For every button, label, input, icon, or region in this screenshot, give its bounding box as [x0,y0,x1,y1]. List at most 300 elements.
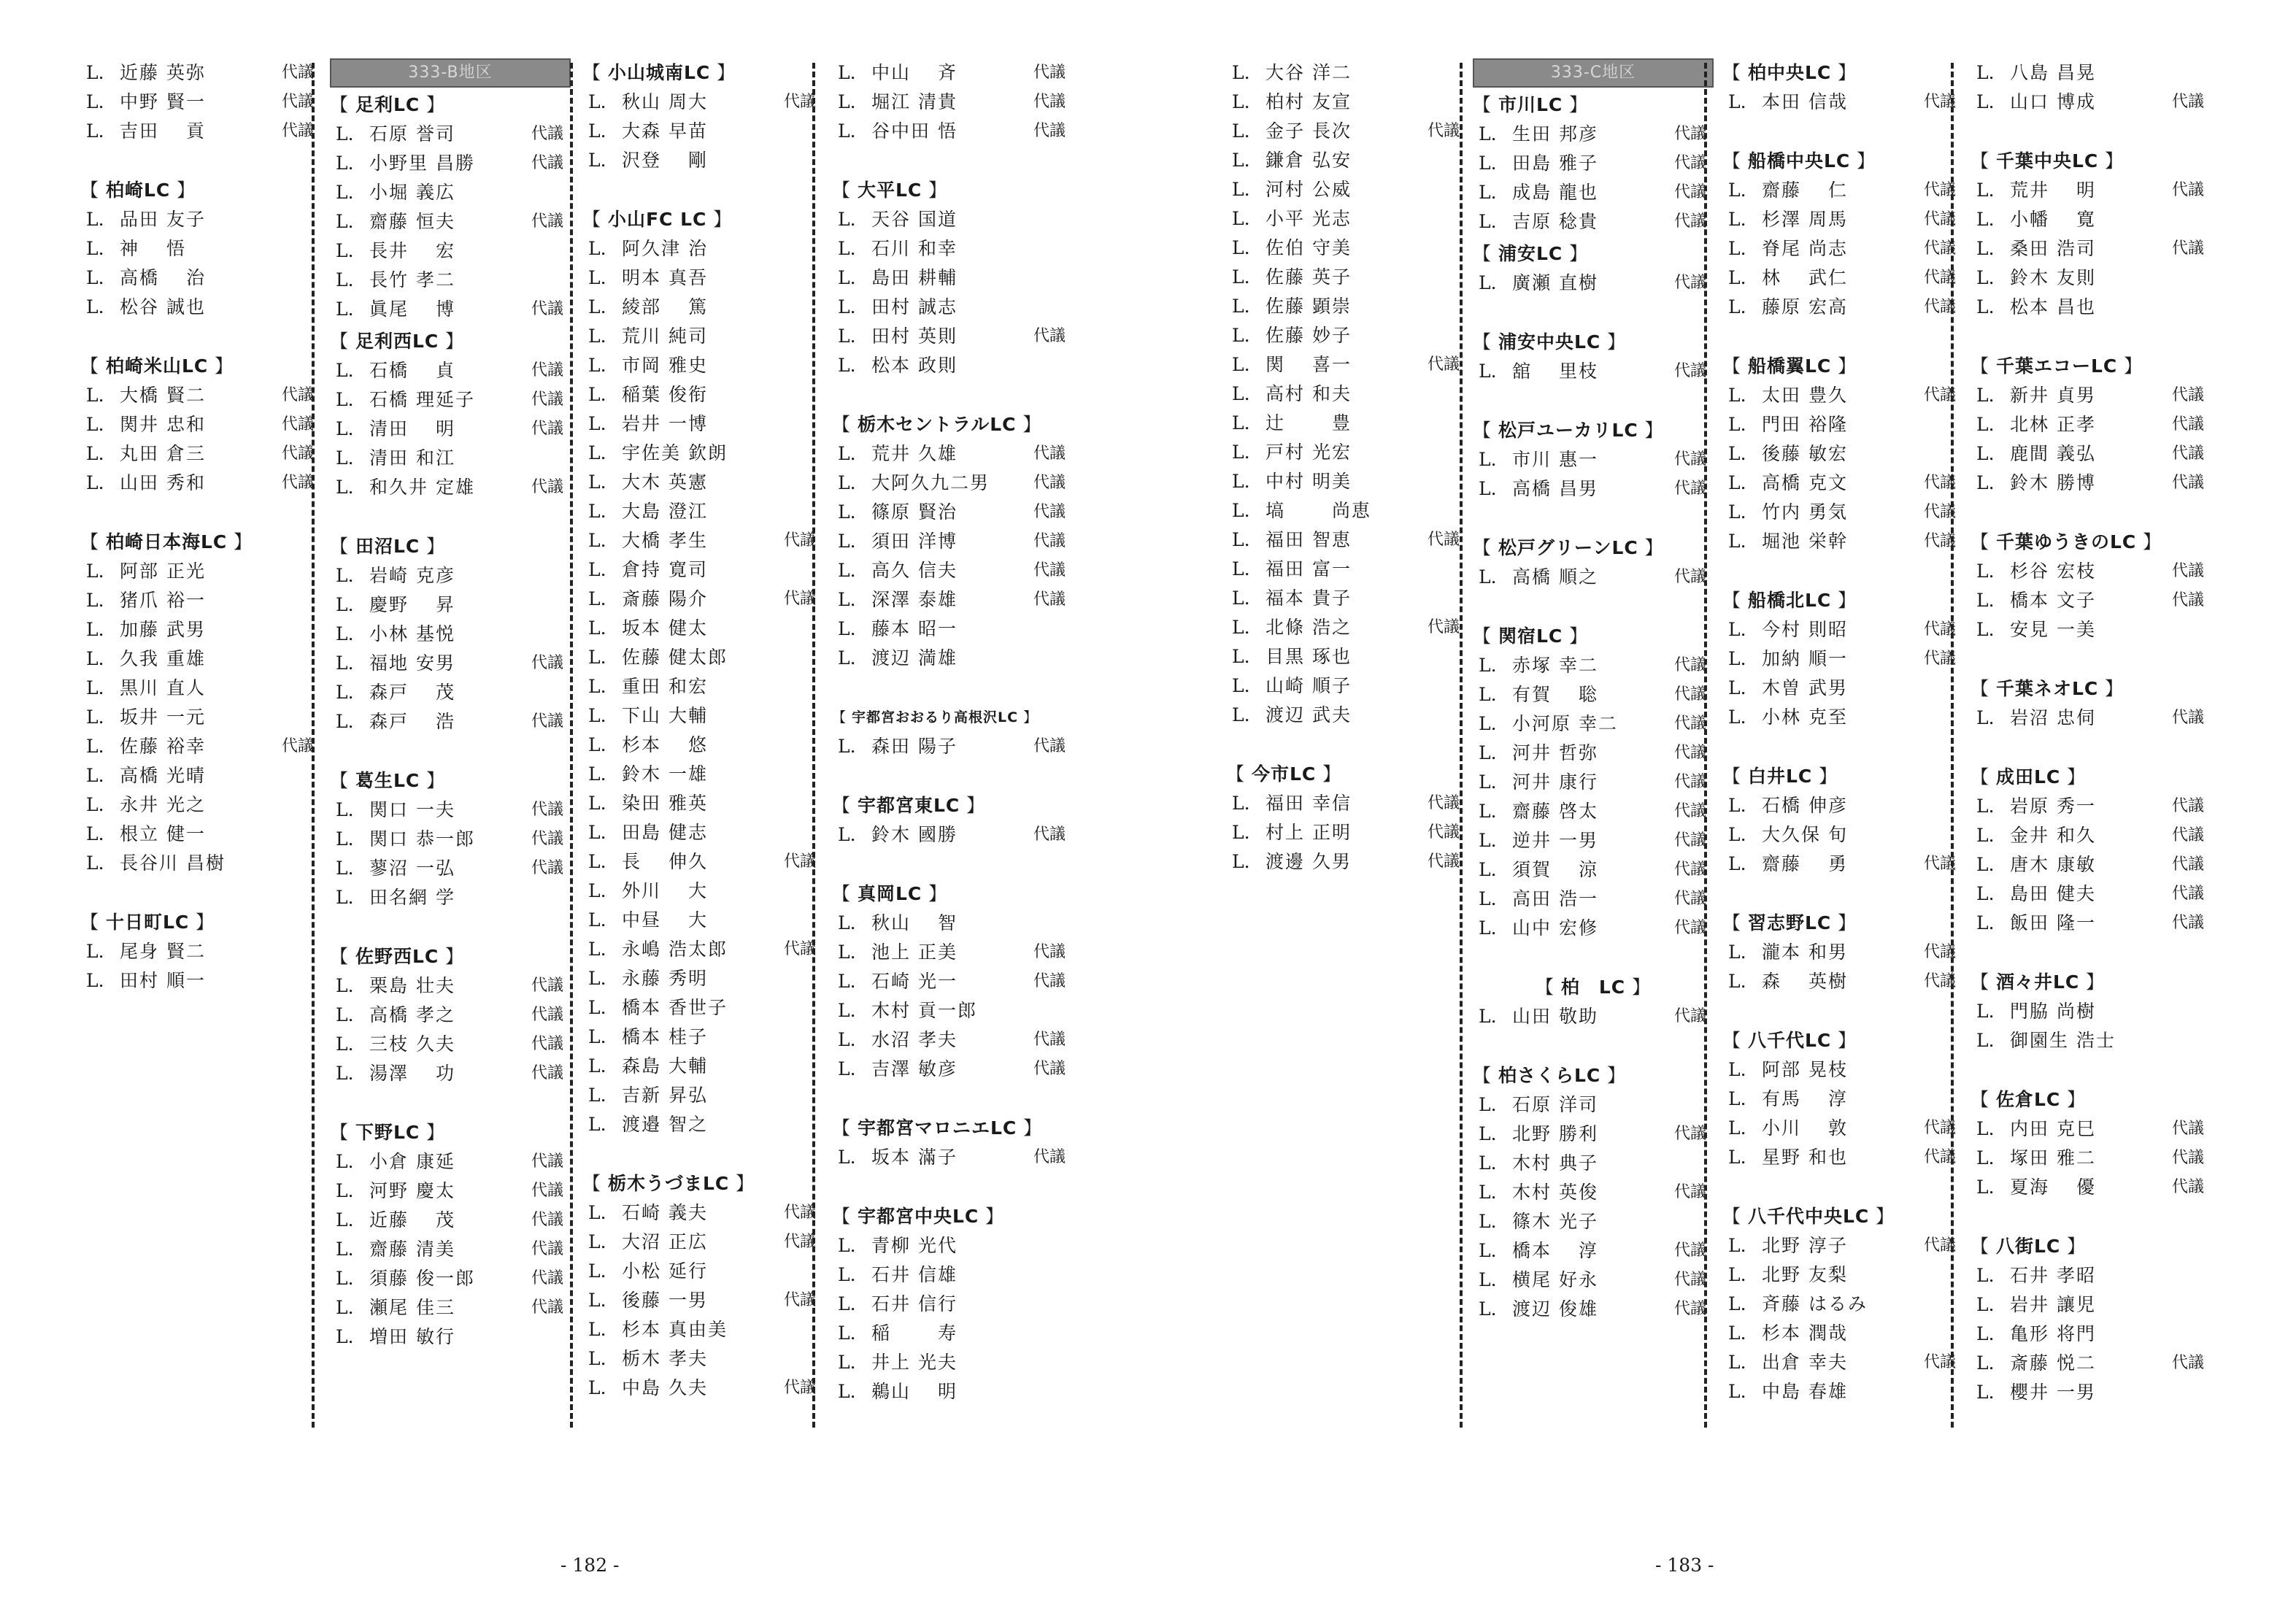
lion-prefix: L. [336,418,354,439]
lion-prefix: L. [86,238,104,259]
club-group [832,1202,1073,1406]
delegate-mark: 代議 [2171,1149,2204,1167]
member-name: 高橋 治 [120,267,206,288]
delegate-mark: 代議 [281,386,314,404]
lion-prefix: L. [588,1085,606,1106]
member-name: 田島 雅子 [1512,153,1598,174]
bracket-open: 【 [1473,243,1498,264]
member-row [80,790,321,820]
member-name: 外川 大 [622,880,708,901]
lion-prefix: L. [1479,771,1497,793]
delegate-mark: 代議 [1427,122,1460,140]
lion-prefix: L. [1976,1265,1995,1286]
member-name: 小川 敦 [1762,1117,1848,1139]
member-row [1971,1114,2211,1144]
member-row [582,439,823,468]
member-row [1722,615,1963,644]
bracket-close: 】 [189,912,215,933]
club-name: 真岡LC [857,883,922,904]
bracket-open: 【 [832,709,852,725]
club-name: 宇都宮おおるり高根沢LC [852,709,1019,725]
delegate-mark: 代議 [1923,532,1956,550]
bracket-open: 【 [832,883,858,904]
club-header [330,532,571,561]
member-row [1226,701,1467,730]
member-name: 高久 信夫 [871,560,958,581]
member-row [80,88,321,117]
member-name: 桑田 浩司 [2010,238,2096,259]
member-row [330,649,571,678]
club-header [330,327,571,356]
member-row [80,117,321,146]
member-name: 稲 寿 [871,1322,958,1344]
delegate-mark: 代議 [1673,1241,1706,1260]
bracket-open: 【 [832,414,858,435]
member-name: 森 英樹 [1762,971,1848,992]
bracket-close: 】 [1017,1117,1043,1139]
club-name: 浦安中央LC [1498,331,1601,353]
bracket-open: 【 [582,62,608,83]
member-name: 新井 貞男 [2010,385,2096,406]
lion-prefix: L. [588,617,606,639]
member-row [1971,234,2211,263]
member-name: 関井 忠和 [120,414,206,435]
member-name: 大橋 孝生 [622,530,708,551]
lion-prefix: L. [1728,795,1746,816]
club-header [1722,762,1963,791]
bracket-open: 【 [1226,763,1252,785]
member-row [832,909,1073,938]
member-row [80,439,321,469]
member-row [582,1198,823,1228]
column-divider [312,63,315,1428]
member-name: 石崎 光一 [871,971,958,992]
lion-prefix: L. [588,471,606,493]
member-row [582,497,823,526]
member-row [80,615,321,644]
lion-prefix: L. [588,1319,606,1340]
lion-prefix: L. [1728,472,1746,493]
lion-prefix: L. [336,858,354,879]
club-name: 柏中央LC [1747,62,1832,83]
member-row [1473,474,1714,504]
lion-prefix: L. [588,1026,606,1047]
club-name: 千葉ネオLC [1995,678,2099,699]
club-group [330,766,571,912]
delegate-mark: 代議 [1033,825,1066,844]
bracket-open: 【 [1722,912,1748,933]
club-name: 足利西LC [355,331,439,352]
bracket-close: 】 [1831,62,1857,83]
bracket-close: 】 [1563,625,1589,647]
member-row [330,1030,571,1059]
member-row [330,883,571,912]
club-group [1722,586,1963,732]
bracket-open: 【 [1722,766,1748,787]
bracket-close: 】 [2079,971,2106,993]
delegate-mark: 代議 [1673,1007,1706,1025]
club-group [80,352,321,498]
member-row [1722,439,1963,469]
member-name: 杉本 潤哉 [1762,1322,1848,1344]
lion-prefix: L. [1976,209,1995,230]
member-row [1473,680,1714,709]
club-name: 船橋中央LC [1747,150,1851,172]
delegate-mark: 代議 [2171,386,2204,404]
member-row [832,263,1073,293]
lion-prefix: L. [588,763,606,785]
club-group [582,58,823,175]
lion-prefix: L. [838,824,856,845]
member-name: 石橋 理延子 [369,389,475,410]
club-name: 小山城南LC [607,62,711,83]
lion-prefix: L. [1232,793,1250,814]
club-group [1722,58,1963,117]
member-row [1722,1260,1963,1290]
member-row [582,877,823,906]
member-row [1473,797,1714,826]
delegate-mark: 代議 [1033,943,1066,961]
member-row [1722,176,1963,205]
member-name: 中島 久夫 [622,1377,708,1398]
member-name: 岩井 讓児 [2010,1294,2096,1315]
lion-prefix: L. [86,414,104,435]
member-row [1226,818,1467,847]
delegate-mark: 代議 [281,63,314,82]
member-row [330,678,571,707]
lion-prefix: L. [1232,704,1250,725]
bracket-close: 】 [979,1206,1005,1227]
member-row [1971,1261,2211,1290]
club-header [832,410,1073,439]
club-group [1971,1232,2211,1407]
delegate-mark: 代議 [1673,125,1706,143]
member-row [1226,642,1467,671]
lion-prefix: L. [838,238,856,259]
lion-prefix: L. [838,942,856,963]
lion-prefix: L. [1728,648,1746,669]
bracket-open: 【 [1535,977,1561,998]
member-row [1473,1236,1714,1266]
club-name: 宇都宮中央LC [857,1206,979,1227]
member-name: 近藤 英弥 [120,62,206,83]
member-row [1971,381,2211,410]
member-row [1226,263,1467,292]
lion-prefix: L. [86,91,104,112]
delegate-mark: 代議 [1427,852,1460,871]
bracket-open: 【 [832,180,858,201]
lion-prefix: L. [1479,1298,1497,1320]
lion-prefix: L. [336,1151,354,1172]
member-name: 猪爪 裕一 [120,590,206,611]
member-row [832,498,1073,527]
member-row [1226,584,1467,613]
directory-column [832,58,1073,1436]
bracket-open: 【 [1971,678,1996,699]
member-name: 高村 和夫 [1266,383,1352,404]
delegate-mark: 代議 [1033,1148,1066,1166]
member-name: 佐藤 妙子 [1266,325,1352,346]
delegate-mark: 代議 [281,122,314,140]
delegate-mark: 代議 [531,154,563,172]
member-name: 栃木 孝夫 [622,1348,708,1369]
delegate-mark: 代議 [1427,823,1460,842]
district-header: 333-C地区 [1473,58,1714,88]
bracket-open: 【 [1722,590,1748,611]
lion-prefix: L. [1976,62,1995,83]
member-row [1473,1090,1714,1120]
bracket-open: 【 [1722,1206,1748,1227]
member-row [330,971,571,1001]
member-row [1722,674,1963,703]
club-header [1226,760,1467,789]
bracket-close: 】 [1563,243,1589,264]
club-group [1971,352,2211,498]
member-row [80,966,321,996]
lion-prefix: L. [1976,1118,1995,1139]
club-group [832,879,1073,1084]
member-name: 杉谷 宏枝 [2010,561,2096,582]
lion-prefix: L. [838,618,856,639]
delegate-mark: 代議 [1923,650,1956,668]
member-name: 戸村 光宏 [1266,442,1352,463]
lion-prefix: L. [1976,1177,1995,1198]
member-row [1226,380,1467,409]
lion-prefix: L. [588,909,606,931]
member-name: 石井 信雄 [871,1264,958,1285]
member-row [330,1059,571,1088]
member-row [1722,205,1963,234]
member-name: 塙 尚恵 [1266,500,1371,521]
lion-prefix: L. [1976,91,1995,112]
bracket-close: 】 [439,331,465,352]
club-group [832,58,1073,146]
member-name: 小河原 幸二 [1512,713,1618,734]
member-row [1473,826,1714,855]
member-row [330,854,571,883]
bracket-open: 【 [330,536,355,557]
member-row [80,205,321,234]
delegate-mark: 代議 [281,93,314,111]
club-name: 白井LC [1747,766,1813,787]
lion-prefix: L. [838,326,856,347]
member-row [1473,1266,1714,1295]
member-name: 中島 春雄 [1762,1381,1848,1402]
delegate-mark: 代議 [2171,797,2204,815]
delegate-mark: 代議 [1033,1031,1066,1049]
column-divider [812,63,815,1428]
lion-prefix: L. [1728,619,1746,640]
club-name: 宇都宮マロニエLC [857,1117,1017,1139]
club-name: 千葉エコーLC [1995,355,2118,377]
member-row [1722,381,1963,410]
member-row [80,937,321,966]
member-row [832,88,1073,117]
member-name: 鈴木 國勝 [871,824,958,845]
delegate-mark: 代議 [2171,1120,2204,1138]
club-header [1473,91,1714,120]
member-name: 飯田 隆一 [2010,912,2096,933]
lion-prefix: L. [1976,1030,1995,1051]
member-name: 門脇 尚樹 [2010,1001,2096,1022]
member-name: 重田 和宏 [622,676,708,697]
member-name: 山田 敬助 [1512,1006,1598,1027]
bracket-close: 】 [2098,678,2124,699]
member-row [1473,1295,1714,1324]
member-row [832,117,1073,146]
member-name: 北條 浩之 [1266,617,1352,638]
lion-prefix: L. [588,413,606,434]
member-row [1473,739,1714,768]
member-row [1226,409,1467,438]
member-row [330,561,571,590]
bracket-open: 【 [1971,971,1996,993]
lion-prefix: L. [1479,801,1497,822]
member-row [582,1023,823,1052]
member-row [1226,789,1467,818]
bracket-close: 】 [1831,1030,1857,1051]
member-row [1226,292,1467,321]
member-row [80,761,321,790]
delegate-mark: 代議 [1673,831,1706,850]
delegate-mark: 代議 [531,1240,563,1258]
lion-prefix: L. [838,1381,856,1402]
member-name: 長 伸久 [622,851,708,872]
lion-prefix: L. [1232,383,1250,404]
bracket-close: 】 [420,1122,446,1143]
member-name: 吉田 貢 [120,120,206,142]
member-row [832,1143,1073,1172]
bracket-close: 】 [420,536,446,557]
member-name: 長竹 孝二 [369,269,455,290]
club-header [1971,528,2211,557]
bracket-open: 【 [582,209,608,230]
member-name: 田島 健志 [622,822,708,843]
lion-prefix: L. [1232,675,1250,696]
member-row [80,644,321,674]
member-name: 久我 重雄 [120,648,206,669]
club-name: 今市LC [1251,763,1317,785]
member-row [832,1231,1073,1260]
lion-prefix: L. [1479,272,1497,293]
member-row [832,1348,1073,1377]
lion-prefix: L. [1479,1094,1497,1115]
delegate-mark: 代議 [1673,362,1706,380]
member-row [80,820,321,849]
member-row [1226,146,1467,175]
lion-prefix: L. [86,970,104,991]
member-row [582,1257,823,1286]
lion-prefix: L. [86,765,104,786]
member-row [832,732,1073,761]
member-name: 高橋 順之 [1512,566,1598,588]
lion-prefix: L. [336,389,354,410]
column-divider [1951,63,1954,1428]
club-name: 関宿LC [1498,625,1563,647]
lion-prefix: L. [86,677,104,698]
lion-prefix: L. [838,971,856,992]
club-name: 柏崎米山LC [105,355,209,377]
member-name: 永嶋 浩太郎 [622,939,728,960]
lion-prefix: L. [336,153,354,174]
delegate-mark: 代議 [1923,93,1956,111]
member-name: 水沼 孝夫 [871,1029,958,1050]
member-name: 小林 基悦 [369,623,455,644]
member-name: 天谷 国道 [871,209,958,230]
member-name: 斎藤 陽介 [622,588,708,609]
delegate-mark: 代議 [2171,914,2204,932]
lion-prefix: L. [1976,883,1995,904]
lion-prefix: L. [1232,617,1250,638]
member-name: 岩沼 忠伺 [2010,707,2096,728]
member-row [330,1177,571,1206]
member-name: 松本 政則 [871,355,958,376]
club-name: 成田LC [1995,766,2061,788]
club-group [1473,328,1714,386]
lion-prefix: L. [1976,472,1995,493]
club-header [1473,1061,1714,1090]
club-name: 市川LC [1498,94,1563,115]
member-row [582,409,823,439]
club-group [832,1114,1073,1172]
club-name: 千葉ゆうきのLC [1995,531,2137,552]
member-row [80,263,321,293]
lion-prefix: L. [838,443,856,464]
member-name: 成島 龍也 [1512,182,1598,203]
bracket-close: 】 [922,180,948,201]
club-name: 佐野西LC [355,946,439,967]
member-name: 阿部 正光 [120,561,206,582]
member-name: 田名網 学 [369,887,455,908]
member-name: 大阿久九二男 [871,472,990,493]
member-name: 横尾 好永 [1512,1269,1598,1290]
bracket-close: 】 [1831,355,1857,377]
member-row [1971,293,2211,322]
member-name: 綾部 篤 [622,296,708,317]
member-row [832,1290,1073,1319]
club-header [1722,1026,1963,1055]
member-name: 鈴木 勝博 [2010,472,2096,493]
member-name: 石橋 貞 [369,360,455,381]
member-name: 吉新 昇弘 [622,1085,708,1106]
member-row [582,935,823,964]
member-row [1473,149,1714,178]
member-row [80,410,321,439]
member-row [1971,439,2211,469]
member-name: 石川 和幸 [871,238,958,259]
directory-column [1722,58,1963,1436]
member-name: 須藤 俊一郎 [369,1268,475,1289]
lion-prefix: L. [336,975,354,996]
club-header [80,908,321,937]
lion-prefix: L. [1728,1088,1746,1109]
member-name: 門田 裕隆 [1762,414,1848,435]
lion-prefix: L. [1479,713,1497,734]
member-row [582,1110,823,1139]
member-row [330,1235,571,1264]
member-row [1722,527,1963,556]
member-row [582,1374,823,1403]
member-name: 関 喜一 [1266,354,1352,375]
member-name: 石崎 義夫 [622,1202,708,1223]
delegate-mark: 代議 [2171,591,2204,609]
member-row [1971,263,2211,293]
member-name: 山中 宏修 [1512,917,1598,939]
member-row [330,825,571,854]
delegate-mark: 代議 [1427,531,1460,549]
club-group [330,327,571,502]
member-row [1473,269,1714,298]
